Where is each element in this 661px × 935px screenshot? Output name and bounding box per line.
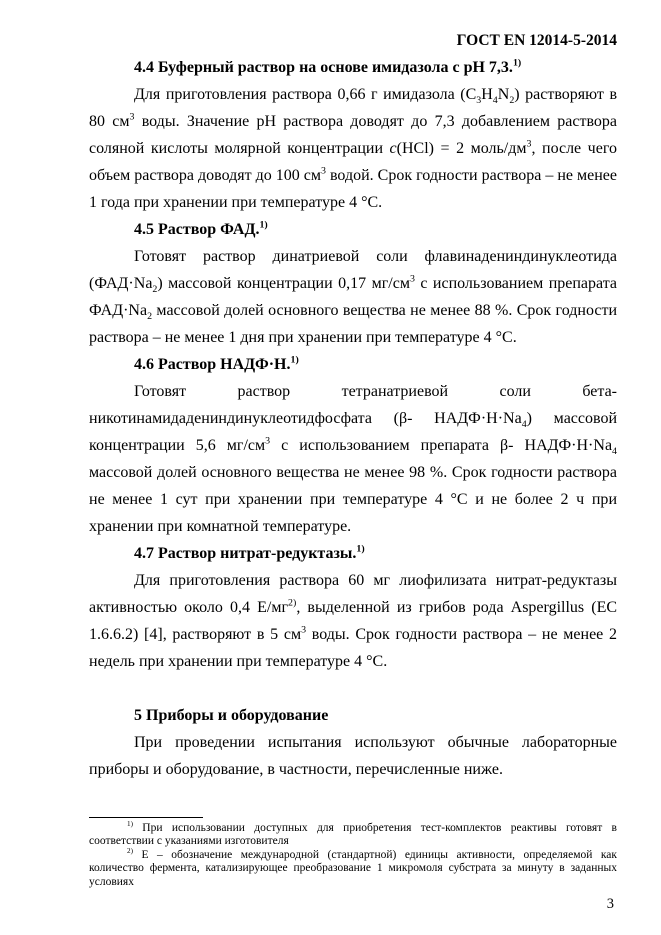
section-heading-4-7: 4.7 Раствор нитрат-редуктазы.$^{1)}$: [134, 543, 365, 562]
section-paragraph-4-7: Для приготовления раствора 60 мг лиофилизата нитрат-редуктазы активностью около 0,4 $Е/мг^{2)}$, выделенной из грибов рода Aspergillus (EC 1.6.6.2) [4], растворяют в 5 $см^3$ воды. Срок годности раствора – не менее 2 недель при хранении при температуре 4 °C.: [89, 572, 618, 670]
page-number: 3: [606, 896, 614, 912]
section-4-5: [89, 216, 617, 351]
section-paragraph-4-5: Готовят раствор динатриевой соли флавинадениндинуклеотида $(ФАД\cdot Na_2)$ массовой концентрации 0,17 $мг/см^3$ с использованием препарата $ФАД\cdot Na_2$ массовой долей основного вещества не менее 88 %. Срок годности раствора – не менее 1 дня при хранении при температуре 4 °C.: [89, 248, 617, 346]
section-heading-4-4: 4.4 Буферный раствор на основе имидазола с pH 7,3.$^{1)}$: [134, 57, 522, 76]
section-4-4: [89, 54, 617, 216]
section-paragraph-5: При проведении испытания используют обычные лабораторные приборы и оборудование, в частности, перечисленные ниже.: [89, 734, 617, 778]
section-heading-4-5: 4.5 Раствор ФАД.$^{1)}$: [134, 219, 268, 238]
section-paragraph-4-6: Готовят раствор тетранатриевой соли бета-никотинамидадениндинуклеотидфосфата (β- $НАДФ\cdot Н\cdot Na_4$) массовой концентрации 5,6 $мг/см^3$ с использованием препарата β- $НАДФ\cdot Н\cdot Na_4$ массовой долей основного вещества не менее 98 %. Срок годности раствора не менее 1 сут при хранении при температуре 4 °C и не более 2 ч при хранении при комнатной температуре.: [89, 383, 618, 535]
footnotes-block: [89, 817, 617, 890]
section-paragraph-4-4: Для приготовления раствора 0,66 г имидазола $(C_3H_4N_2)$ растворяют в 80 $см^3$ воды. Значение pH раствора доводят до 7,3 добавлением раствора соляной кислоты молярной концентрации c(HCl) = 2 моль/$дм^3$, после чего объем раствора доводят до 100 $см^3$ водой. Срок годности раствора – не менее 1 года при хранении при температуре 4 °C.: [89, 86, 618, 211]
section-heading-4-6: 4.6 Раствор НАДФ·Н.$^{1)}$: [134, 354, 299, 373]
footnote-1: $^{1)}$ При использовании доступных для приобретения тест-комплектов реактивы готовят в соответствии с указаниями изготовителя: [89, 819, 617, 847]
footnote-divider: [89, 817, 203, 818]
section-4-7: [89, 540, 617, 675]
section-heading-5: 5 Приборы и оборудование: [134, 707, 329, 724]
section-4-6: [89, 351, 617, 540]
section-5: [89, 702, 617, 783]
document-header: ГОСТ EN 12014-5-2014: [456, 32, 617, 49]
footnote-2: $^{2)}$ Е – обозначение международной (стандартной) единицы активности, определяемой как количество фермента, катализирующее преобразование 1 микромоля субстрата за минуту в заданных условиях: [89, 846, 617, 888]
